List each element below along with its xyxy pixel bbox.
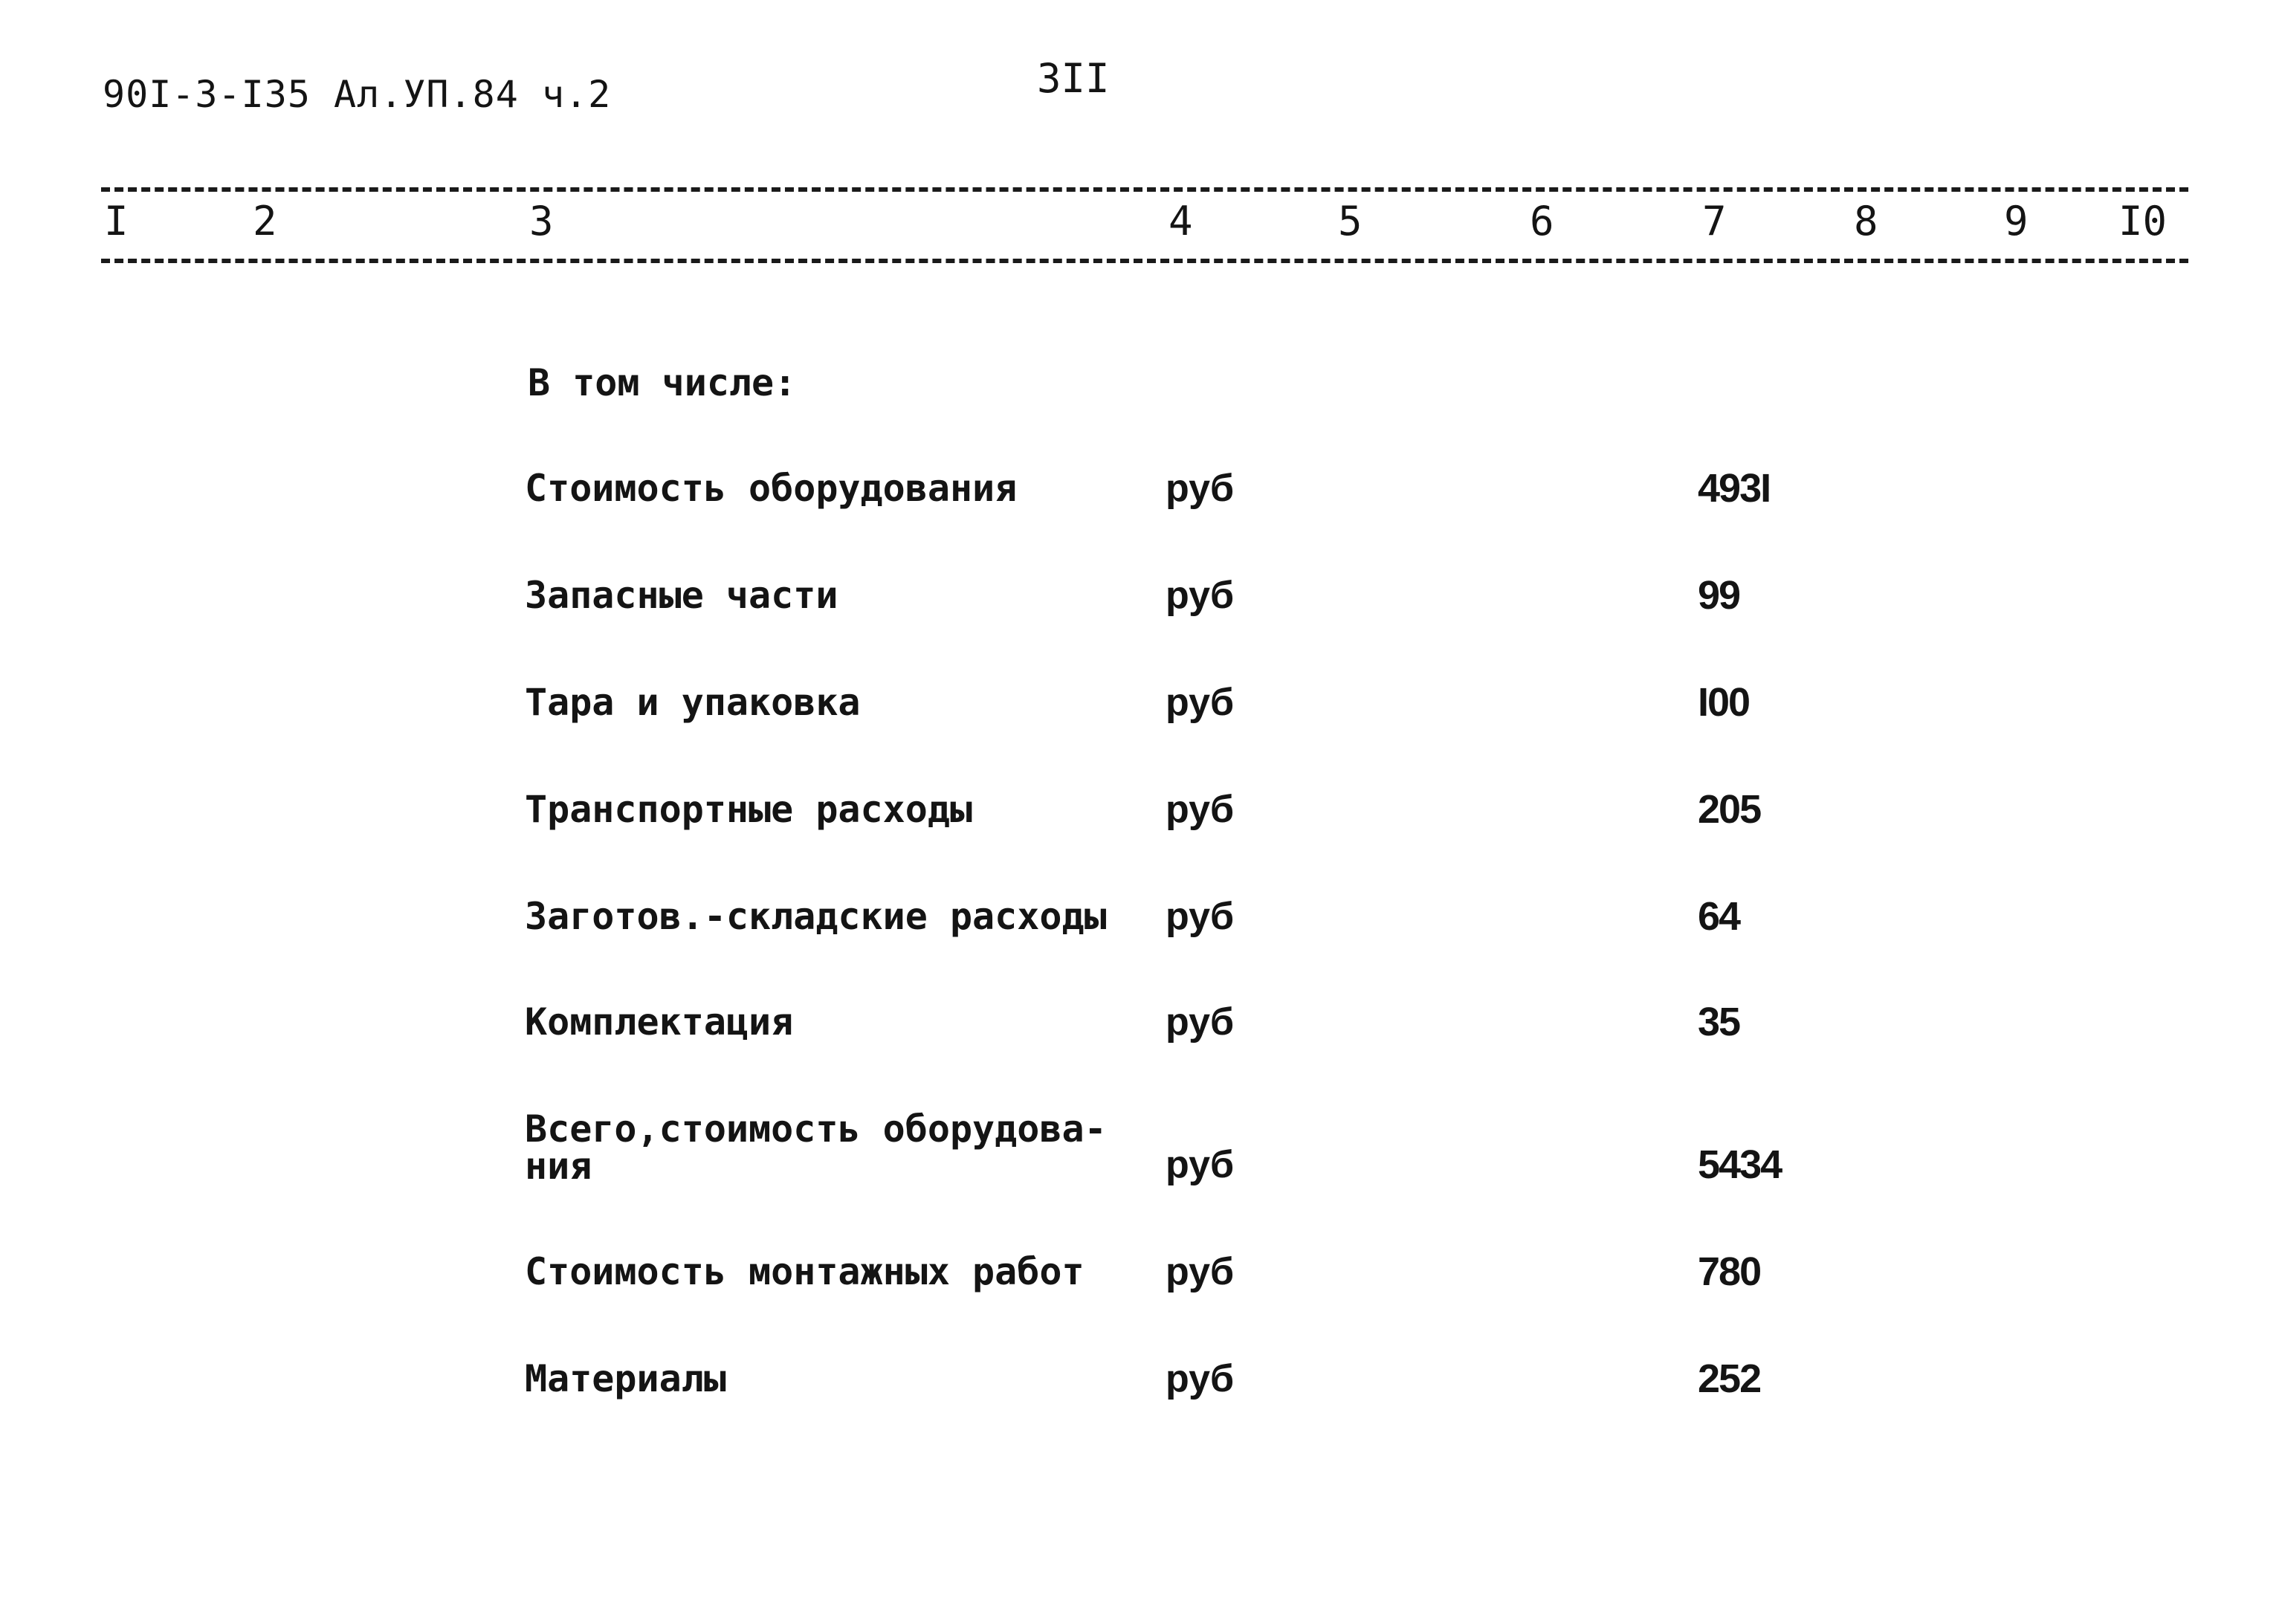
- row-name: Комплектация: [525, 1000, 794, 1044]
- table-row: [0, 894, 2282, 957]
- table-header-top-rule: [101, 187, 2188, 192]
- column-number-7: 7: [1702, 198, 1727, 245]
- column-number-1: I: [104, 198, 129, 245]
- row-unit: руб: [1166, 1357, 1235, 1400]
- row-unit: руб: [1166, 681, 1235, 724]
- row-name-line-2: ния: [525, 1145, 592, 1188]
- section-intro: В том числе:: [528, 361, 797, 404]
- row-name: Заготов.-складские расходы: [525, 895, 1107, 938]
- row-value: 5434: [1698, 1142, 1782, 1187]
- row-unit: руб: [1166, 788, 1235, 831]
- row-value: 780: [1698, 1249, 1761, 1294]
- column-number-8: 8: [1854, 198, 1878, 245]
- row-name-line-1: Всего,стоимость оборудова-: [525, 1107, 1107, 1151]
- row-name: Стоимость оборудования: [525, 467, 1018, 510]
- row-unit: руб: [1166, 467, 1235, 510]
- column-number-9: 9: [2004, 198, 2029, 245]
- table-row: [0, 1356, 2282, 1420]
- column-number-2: 2: [253, 198, 277, 245]
- row-unit: руб: [1166, 1250, 1235, 1293]
- row-unit: руб: [1166, 574, 1235, 617]
- table-row: [0, 1249, 2282, 1313]
- row-value: 252: [1698, 1356, 1761, 1401]
- document-code: 90I-3-I35 Ал.УП.84 ч.2: [103, 73, 612, 116]
- column-number-4: 4: [1169, 198, 1193, 245]
- table-row: [0, 680, 2282, 743]
- row-value: 35: [1698, 1000, 1740, 1044]
- row-value: 64: [1698, 894, 1740, 939]
- table-row: [0, 787, 2282, 850]
- row-unit: руб: [1166, 1143, 1235, 1186]
- row-name: Транспортные расходы: [525, 788, 973, 831]
- table-header-bottom-rule: [101, 259, 2188, 263]
- column-number-3: 3: [529, 198, 554, 245]
- row-name: Тара и упаковка: [525, 681, 861, 724]
- column-number-6: 6: [1530, 198, 1554, 245]
- column-number-5: 5: [1338, 198, 1363, 245]
- row-value: I00: [1698, 680, 1750, 725]
- row-value: 205: [1698, 787, 1761, 832]
- row-value: 493I: [1698, 466, 1771, 511]
- table-row: [0, 466, 2282, 529]
- row-name: Запасные части: [525, 574, 838, 617]
- column-number-10: I0: [2118, 198, 2168, 245]
- table-row: [0, 573, 2282, 636]
- row-value: 99: [1698, 573, 1740, 618]
- row-unit: руб: [1166, 895, 1235, 938]
- table-row: [0, 1107, 2282, 1207]
- row-unit: руб: [1166, 1000, 1235, 1044]
- page-number: 3II: [1037, 55, 1110, 102]
- row-name: [525, 1107, 1107, 1188]
- table-row: [0, 1000, 2282, 1063]
- row-name: Стоимость монтажных работ: [525, 1250, 1085, 1293]
- row-name: Материалы: [525, 1357, 726, 1400]
